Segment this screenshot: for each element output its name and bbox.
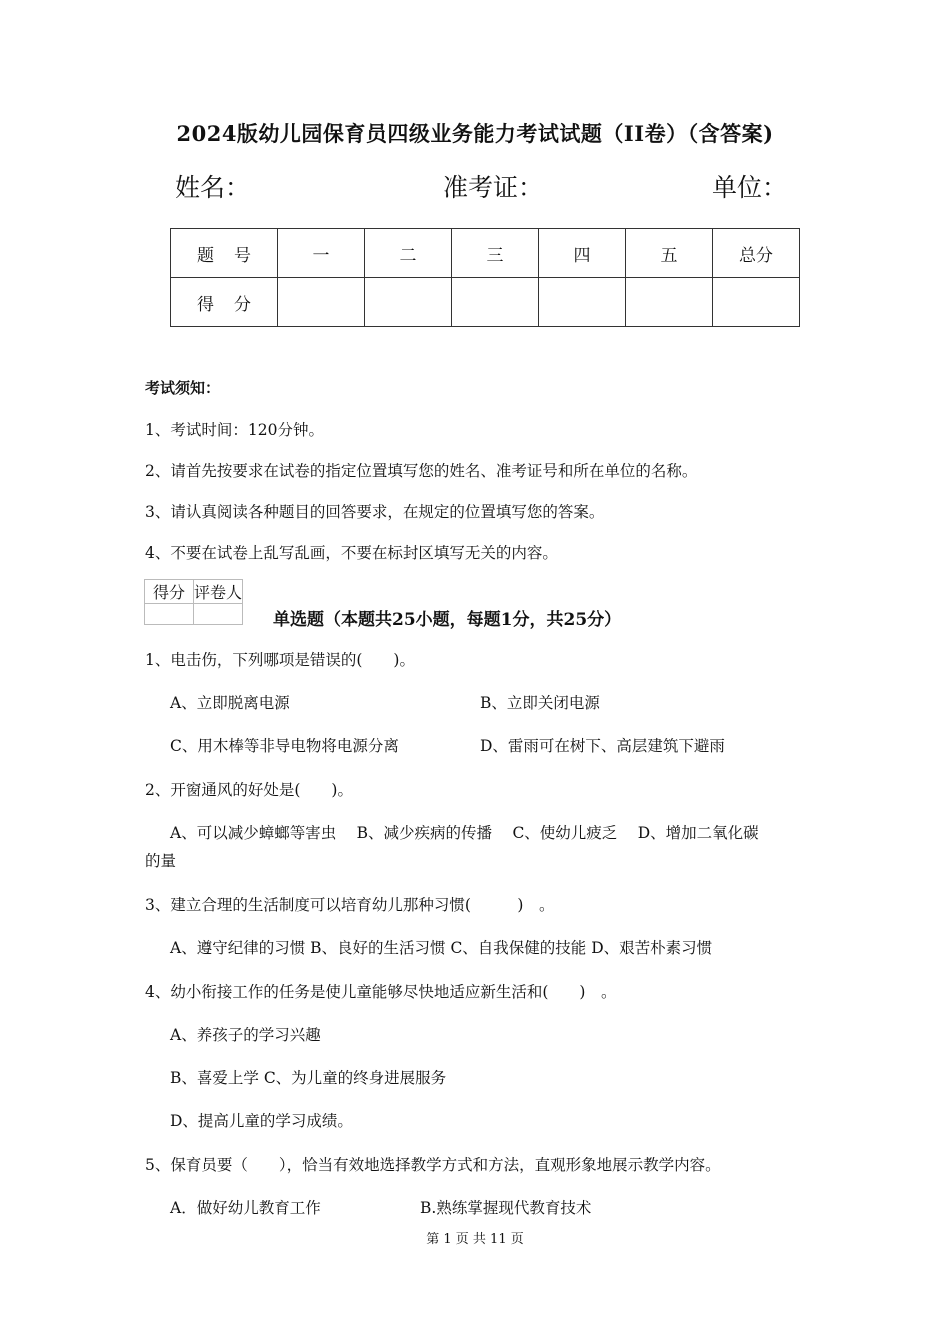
question-stem: 1、电击伤，下列哪项是错误的( )。 [145, 651, 415, 669]
question-stem: 3、建立合理的生活制度可以培育幼儿那种习惯( ) 。 [145, 896, 555, 914]
score-input-cell[interactable] [452, 278, 539, 327]
score-table [170, 228, 800, 327]
grader-score-cell[interactable] [145, 604, 194, 625]
grader-name-cell[interactable] [194, 604, 243, 625]
notice-item: 4、不要在试卷上乱写乱画，不要在标封区填写无关的内容。 [145, 544, 558, 562]
score-input-cell[interactable] [539, 278, 626, 327]
question-option: A、立即脱离电源 [170, 694, 290, 712]
exam-number-field-label: 准考证： [443, 173, 544, 202]
score-table-score-row [171, 278, 800, 327]
unit-field-label: 单位： [712, 173, 788, 202]
question-stem: 2、开窗通风的好处是( )。 [145, 781, 353, 799]
page-footer: 第 1 页 共 11 页 [426, 1232, 524, 1247]
score-table-header-cell: 四 [539, 229, 626, 278]
question-option: D、雷雨可在树下、高层建筑下避雨 [480, 737, 725, 755]
score-table-header-cell: 三 [452, 229, 539, 278]
question-options-line: A、遵守纪律的习惯 B、良好的生活习惯 C、自我保健的技能 D、艰苦朴素习惯 [170, 939, 713, 957]
question-option: A．做好幼儿教育工作 [170, 1199, 321, 1217]
score-row-label: 得分 [171, 278, 278, 327]
score-input-cell[interactable] [626, 278, 713, 327]
question-options-line: 的量 [145, 852, 177, 870]
name-field-label: 姓名： [175, 173, 251, 202]
exam-title: 2024版幼儿园保育员四级业务能力考试试题（II卷）（含答案) [176, 121, 774, 146]
question-option: B、喜爱上学 C、为儿童的终身进展服务 [170, 1069, 447, 1087]
notice-item: 2、请首先按要求在试卷的指定位置填写您的姓名、准考证号和所在单位的名称。 [145, 462, 698, 480]
score-table-header-cell: 五 [626, 229, 713, 278]
score-input-cell[interactable] [713, 278, 800, 327]
question-stem: 4、幼小衔接工作的任务是使儿童能够尽快地适应新生活和( ) 。 [145, 983, 617, 1001]
section-title: 单选题（本题共25小题，每题1分，共25分） [273, 610, 622, 630]
notice-heading: 考试须知： [145, 379, 221, 397]
score-input-cell[interactable] [278, 278, 365, 327]
score-table-header-cell: 二 [365, 229, 452, 278]
question-option: A、养孩子的学习兴趣 [170, 1026, 321, 1044]
notice-item: 3、请认真阅读各种题目的回答要求，在规定的位置填写您的答案。 [145, 503, 605, 521]
score-table-header-row [171, 229, 800, 278]
question-option: B、立即关闭电源 [480, 694, 600, 712]
grader-name-label: 评卷人 [194, 580, 243, 604]
score-table-header-cell: 总分 [713, 229, 800, 278]
question-option: D、提高儿童的学习成绩。 [170, 1112, 353, 1130]
question-option: C、用木棒等非导电物将电源分离 [170, 737, 399, 755]
notice-item: 1、考试时间：120分钟。 [145, 421, 324, 439]
grader-score-label: 得分 [145, 580, 194, 604]
grader-box [144, 579, 243, 625]
score-table-header-cell: 一 [278, 229, 365, 278]
question-stem: 5、保育员要（ ），恰当有效地选择教学方式和方法，直观形象地展示教学内容。 [145, 1156, 721, 1174]
score-table-header-cell: 题号 [171, 229, 278, 278]
question-options-line: A、可以减少蟑螂等害虫 B、减少疾病的传播 C、使幼儿疲乏 D、增加二氧化碳 [170, 824, 759, 842]
score-input-cell[interactable] [365, 278, 452, 327]
question-option: B.熟练掌握现代教育技术 [420, 1199, 592, 1217]
